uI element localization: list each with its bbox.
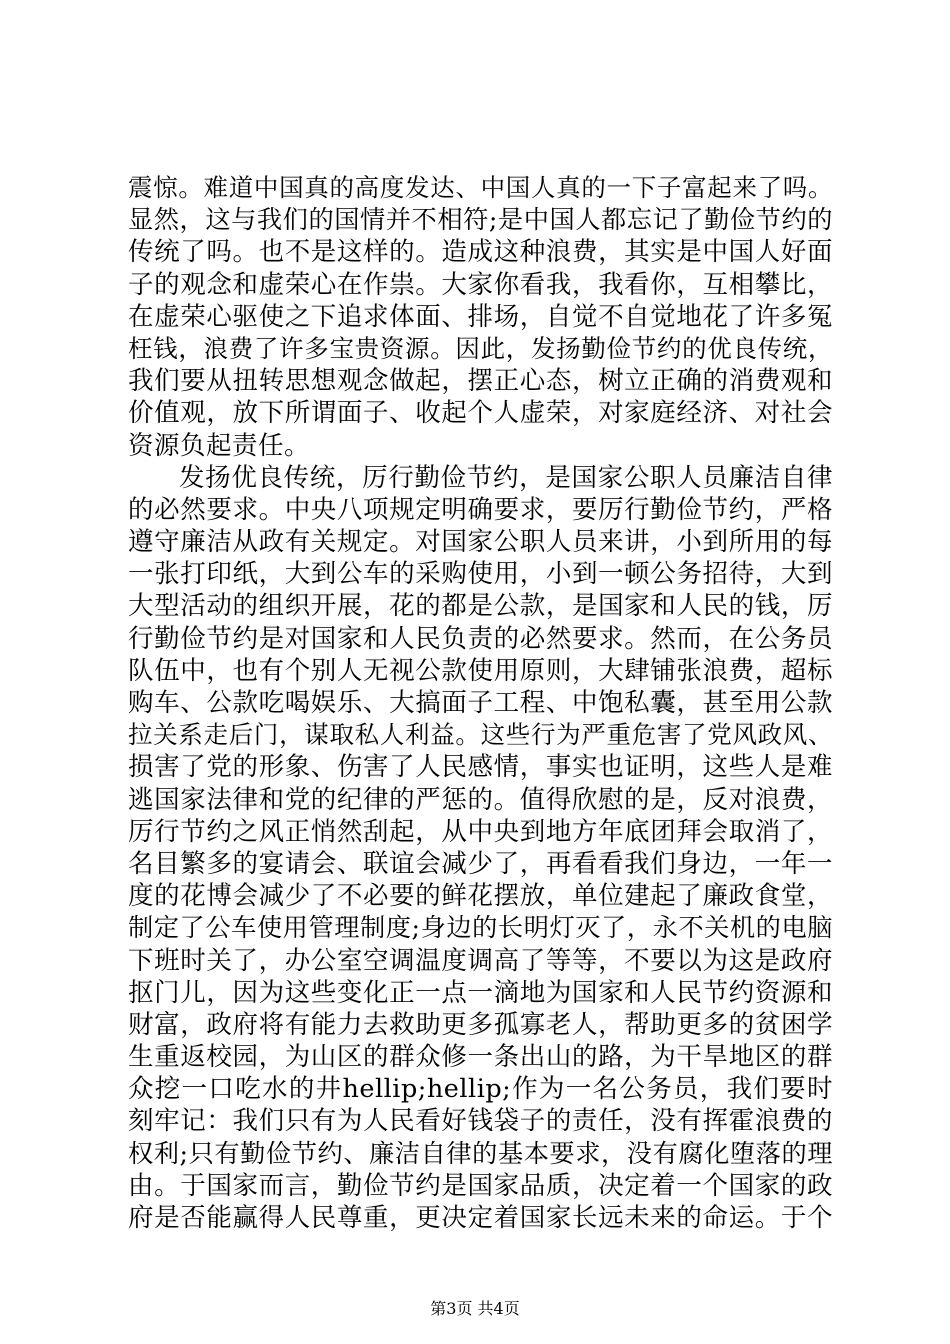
text-line: 队伍中，也有个别人无视公款使用原则，大肆铺张浪费，超标	[128, 655, 833, 686]
text-line: 子的观念和虚荣心在作祟。大家你看我，我看你，互相攀比，	[128, 269, 833, 300]
text-line: 名目繁多的宴请会、联谊会减少了，再看看我们身边，一年一	[128, 848, 833, 879]
text-line: 逃国家法律和党的纪律的严惩的。值得欣慰的是，反对浪费，	[128, 784, 833, 815]
text-line: 下班时关了，办公室空调温度调高了等等，不要以为这是政府	[128, 945, 833, 976]
text-line: 的必然要求。中央八项规定明确要求，要厉行勤俭节约，严格	[128, 494, 833, 525]
document-body	[128, 172, 833, 1234]
text-line: 财富，政府将有能力去救助更多孤寡老人，帮助更多的贫困学	[128, 1009, 833, 1040]
text-line: 我们要从扭转思想观念做起，摆正心态，树立正确的消费观和	[128, 366, 833, 397]
text-line: 厉行节约之风正悄然刮起，从中央到地方年底团拜会取消了，	[128, 816, 833, 847]
text-line: 大型活动的组织开展，花的都是公款，是国家和人民的钱，厉	[128, 591, 833, 622]
text-line: 刻牢记：我们只有为人民看好钱袋子的责任，没有挥霍浪费的	[128, 1106, 833, 1137]
text-line: 行勤俭节约是对国家和人民负责的必然要求。然而，在公务员	[128, 623, 833, 654]
text-line: 传统了吗。也不是这样的。造成这种浪费，其实是中国人好面	[128, 237, 833, 268]
text-line: 制定了公车使用管理制度;身边的长明灯灭了，永不关机的电脑	[128, 913, 833, 943]
text-line: 由。于国家而言，勤俭节约是国家品质，决定着一个国家的政	[128, 1170, 833, 1201]
text-line: 生重返校园，为山区的群众修一条出山的路，为干旱地区的群	[128, 1042, 833, 1073]
text-line: 权利;只有勤俭节约、廉洁自律的基本要求，没有腐化堕落的理	[128, 1138, 833, 1168]
text-line: 购车、公款吃喝娱乐、大搞面子工程、中饱私囊，甚至用公款	[128, 688, 833, 718]
text-line: 在虚荣心驱使之下追求体面、排场，自觉不自觉地花了许多冤	[128, 301, 833, 332]
text-line: 府是否能赢得人民尊重，更决定着国家长远未来的命运。于个	[128, 1203, 833, 1233]
text-line: 损害了党的形象、伤害了人民感情，事实也证明，这些人是难	[128, 752, 833, 783]
text-line: 资源负起责任。	[128, 430, 311, 461]
text-line: 度的花博会减少了不必要的鲜花摆放，单位建起了廉政食堂，	[128, 881, 833, 912]
text-line: 枉钱，浪费了许多宝贵资源。因此，发扬勤俭节约的优良传统，	[128, 333, 833, 363]
text-line: 震惊。难道中国真的高度发达、中国人真的一下子富起来了吗。	[128, 173, 833, 202]
page-number-footer: 第3页 共4页	[430, 1299, 520, 1318]
text-line: 拉关系走后门，谋取私人利益。这些行为严重危害了党风政风、	[128, 720, 833, 750]
text-line: 众挖一口吃水的井hellip;hellip;作为一名公务员，我们要时	[128, 1074, 833, 1105]
text-line: 抠门儿，因为这些变化正一点一滴地为国家和人民节约资源和	[128, 977, 833, 1008]
paragraph-start-line: 发扬优良传统，厉行勤俭节约，是国家公职人员廉洁自律	[179, 462, 833, 493]
text-line: 一张打印纸，大到公车的采购使用，小到一顿公务招待，大到	[128, 559, 833, 590]
text-line: 遵守廉洁从政有关规定。对国家公职人员来讲，小到所用的每	[128, 527, 833, 558]
text-line: 价值观，放下所谓面子、收起个人虚荣，对家庭经济、对社会	[128, 398, 833, 429]
text-line: 显然，这与我们的国情并不相符;是中国人都忘记了勤俭节约的	[128, 205, 833, 235]
